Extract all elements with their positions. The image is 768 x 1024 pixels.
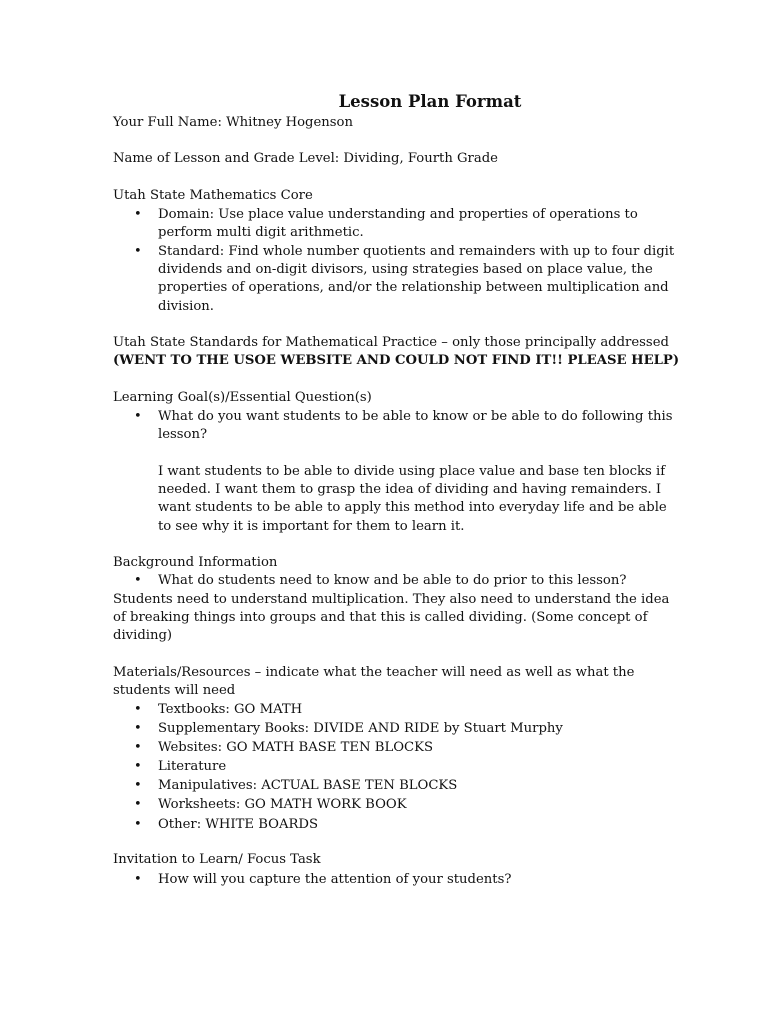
core-domain-line-2: perform multi digit arithmetic. (158, 225, 364, 240)
background-answer-line-1: Students need to understand multiplication. They also need to understand the idea (113, 592, 670, 607)
goals-heading: Learning Goal(s)/Essential Question(s) (113, 390, 372, 405)
bullet-icon: • (134, 409, 142, 424)
materials-item-websites: Websites: GO MATH BASE TEN BLOCKS (158, 740, 434, 755)
bullet-icon: • (134, 573, 142, 588)
goals-question-line-1: What do you want students to be able to know or be able to do following this (158, 409, 673, 424)
bullet-icon: • (134, 872, 142, 887)
bullet-icon: • (134, 740, 142, 755)
materials-heading-line-2: students will need (113, 683, 236, 698)
invitation-heading: Invitation to Learn/ Focus Task (113, 852, 321, 867)
core-standard-line-4: division. (158, 299, 214, 314)
bullet-icon: • (134, 759, 142, 774)
materials-item-worksheets: Worksheets: GO MATH WORK BOOK (158, 797, 407, 812)
bullet-icon: • (134, 244, 142, 259)
background-heading: Background Information (113, 555, 278, 570)
materials-item-other: Other: WHITE BOARDS (158, 817, 319, 832)
core-domain-line-1: Domain: Use place value understanding and properties of operations to (158, 207, 638, 222)
core-standard-line-3: properties of operations, and/or the relationship between multiplication and (158, 280, 669, 295)
background-answer-line-2: of breaking things into groups and that this is called dividing. (Some concept of (113, 610, 648, 625)
practice-note: (WENT TO THE USOE WEBSITE AND COULD NOT FIND IT!! PLEASE HELP) (113, 353, 680, 368)
bullet-icon: • (134, 797, 142, 812)
materials-heading-line-1: Materials/Resources – indicate what the teacher will need as well as what the (113, 665, 635, 680)
core-heading: Utah State Mathematics Core (113, 188, 313, 203)
background-question: What do students need to know and be able to do prior to this lesson? (158, 573, 627, 588)
goals-answer-line-3: want students to be able to apply this method into everyday life and be able (158, 500, 667, 515)
bullet-icon: • (134, 702, 142, 717)
bullet-icon: • (134, 721, 142, 736)
goals-question-line-2: lesson? (158, 427, 208, 442)
core-standard-line-2: dividends and on-digit divisors, using strategies based on place value, the (158, 262, 653, 277)
lesson-name-line: Name of Lesson and Grade Level: Dividing, Fourth Grade (113, 151, 498, 166)
materials-item-supplementary: Supplementary Books: DIVIDE AND RIDE by Stuart Murphy (158, 721, 563, 736)
materials-item-textbooks: Textbooks: GO MATH (158, 702, 303, 717)
bullet-icon: • (134, 207, 142, 222)
goals-answer-line-2: needed. I want them to grasp the idea of dividing and having remainders. I (158, 482, 662, 497)
background-answer-line-3: dividing) (113, 628, 173, 643)
core-standard-line-1: Standard: Find whole number quotients and remainders with up to four digit (158, 244, 675, 259)
bullet-icon: • (134, 817, 142, 832)
page-title: Lesson Plan Format (338, 92, 522, 111)
materials-item-manipulatives: Manipulatives: ACTUAL BASE TEN BLOCKS (158, 778, 458, 793)
full-name-line: Your Full Name: Whitney Hogenson (113, 115, 353, 130)
practice-heading: Utah State Standards for Mathematical Practice – only those principally addressed (113, 335, 669, 350)
goals-answer-line-4: to see why it is important for them to learn it. (158, 519, 465, 534)
bullet-icon: • (134, 778, 142, 793)
goals-answer-line-1: I want students to be able to divide using place value and base ten blocks if (158, 464, 666, 479)
materials-item-literature: Literature (158, 759, 227, 774)
invitation-question: How will you capture the attention of your students? (158, 872, 512, 887)
